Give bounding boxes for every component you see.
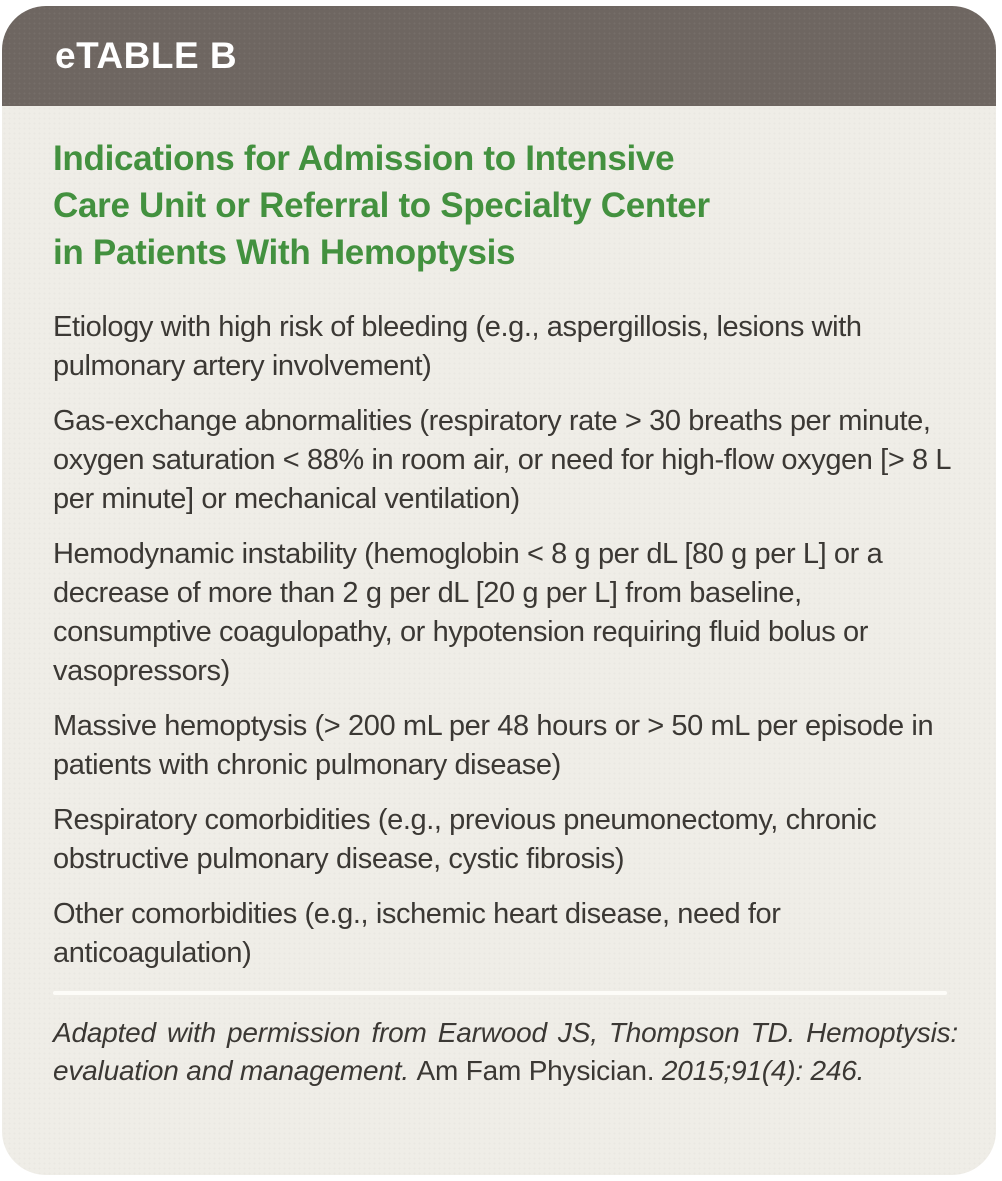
etable-card	[2, 6, 996, 1175]
card-header	[2, 6, 996, 106]
table-title-line-3: in Patients With Hemoptysis	[53, 233, 516, 272]
indication-item-etiology: Etiology with high risk of bleeding (e.g., aspergillosis, lesions with pulmonary artery involvement)	[53, 311, 862, 382]
indication-item-respiratory-comorbidities: Respiratory comorbidities (e.g., previous pneumonectomy, chronic obstructive pulmonary disease, cystic fibrosis)	[53, 804, 877, 875]
footnote-adapted-text: Adapted with permission from Earwood JS, Thompson TD. Hemoptysis: evaluation and management.	[53, 1017, 958, 1086]
footnote	[53, 1014, 958, 1090]
indication-item-other-comorbidities: Other comorbidities (e.g., ischemic heart disease, need for anticoagulation)	[53, 898, 781, 969]
indication-item-gas-exchange: Gas-exchange abnormalities (respiratory rate > 30 breaths per minute, oxygen saturation < 88% in room air, or need for high-flow oxygen [> 8 L per minute] or mechanical ventilation)	[53, 405, 951, 515]
indication-list	[53, 308, 958, 973]
indication-item-hemodynamic: Hemodynamic instability (hemoglobin < 8 g per dL [80 g per L] or a decrease of more than 2 g per dL [20 g per L] from baseline, consumptive coagulopathy, or hypotension requiring fluid bolus or vasopressors)	[53, 538, 883, 687]
footnote-divider	[53, 991, 947, 995]
footnote-citation: 2015;91(4): 246.	[661, 1055, 865, 1086]
footnote-journal-name: Am Fam Physician.	[416, 1055, 662, 1086]
table-label: eTABLE B	[55, 35, 238, 76]
table-title-line-2: Care Unit or Referral to Specialty Center	[53, 186, 710, 225]
indication-item-massive-hemoptysis: Massive hemoptysis (> 200 mL per 48 hours or > 50 mL per episode in patients with chronic pulmonary disease)	[53, 710, 934, 781]
table-title-line-1: Indications for Admission to Intensive	[53, 139, 675, 178]
card-body	[2, 106, 996, 1090]
table-title	[53, 135, 958, 276]
